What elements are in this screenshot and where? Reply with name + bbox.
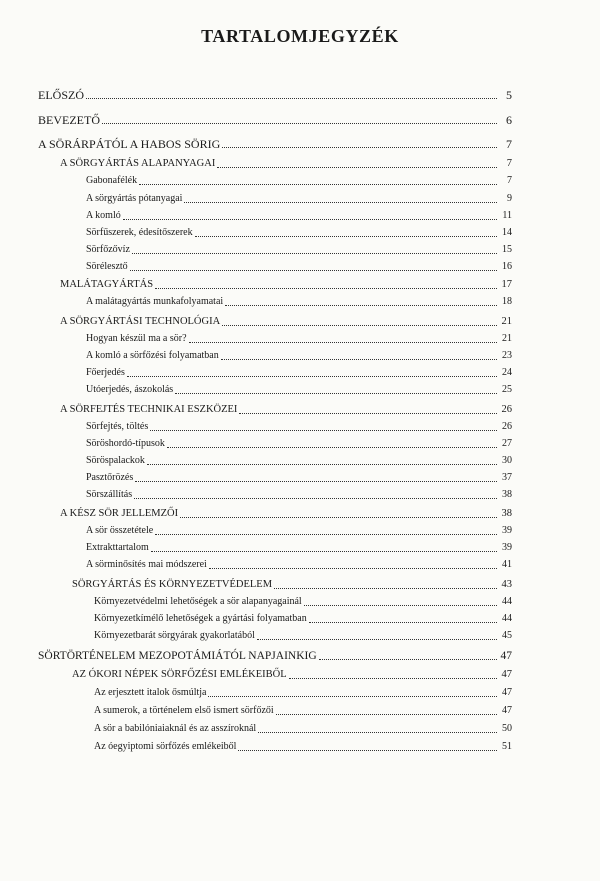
toc-entry — [60, 404, 512, 416]
toc-entry — [86, 384, 512, 396]
leader-dots — [127, 376, 497, 377]
toc-entry-text: A sörminősítés mai módszerei — [86, 559, 207, 570]
toc-entry — [86, 350, 512, 362]
toc-entry-text: Az óegyiptomi sörfőzés emlékeiből — [94, 741, 237, 752]
leader-dots — [147, 464, 497, 465]
toc-entry-page: 30 — [502, 455, 512, 466]
leader-dots — [155, 288, 497, 289]
toc-entry — [86, 210, 512, 222]
toc-entry-page: 25 — [502, 384, 512, 395]
toc-entry-text: Környezetvédelmi lehetőségek a sör alapanyagainál — [94, 596, 302, 607]
leader-dots — [139, 184, 497, 185]
toc-entry-page: 16 — [502, 261, 512, 272]
leader-dots — [209, 568, 497, 569]
toc-entry — [86, 193, 512, 205]
leader-dots — [257, 639, 497, 640]
toc-entry-page: 24 — [502, 367, 512, 378]
toc-entry-text: Az erjesztett italok ősmúltja — [94, 687, 207, 698]
leader-dots — [195, 236, 497, 237]
toc-entry — [86, 296, 512, 308]
leader-dots — [150, 430, 497, 431]
toc-entry-text: Hogyan készül ma a sör? — [86, 333, 187, 344]
toc-entry — [86, 489, 512, 501]
toc-entry — [94, 630, 512, 642]
leader-dots — [221, 359, 497, 360]
toc-entry-page: 51 — [502, 741, 512, 752]
toc-entry-text: Környezetkímélő lehetőségek a gyártási folyamatban — [94, 613, 307, 624]
toc-entry-text: A sör összetétele — [86, 525, 154, 536]
leader-dots — [175, 393, 497, 394]
toc-entry-page: 47 — [502, 705, 512, 716]
leader-dots — [102, 123, 497, 124]
leader-dots — [222, 147, 497, 148]
toc-entry — [72, 579, 512, 591]
toc-entry-text: SÖRGYÁRTÁS ÉS KÖRNYEZETVÉDELEM — [72, 579, 273, 590]
toc-entry — [86, 421, 512, 433]
toc-entry-page: 5 — [506, 88, 512, 102]
toc-entry-text: ELŐSZÓ — [38, 88, 84, 102]
toc-entry-page: 38 — [502, 489, 512, 500]
toc-entry — [94, 741, 512, 753]
toc-entry — [72, 669, 512, 681]
leader-dots — [276, 714, 497, 715]
leader-dots — [132, 253, 497, 254]
toc-entry-text: Sörfőzővíz — [86, 244, 130, 255]
leader-dots — [86, 98, 497, 99]
toc-entry — [86, 472, 512, 484]
leader-dots — [189, 342, 497, 343]
toc-entry — [86, 367, 512, 379]
leader-dots — [289, 678, 497, 679]
toc-entry-text: MALÁTAGYÁRTÁS — [60, 279, 154, 290]
toc-entry-page: 45 — [502, 630, 512, 641]
toc-entry-page: 18 — [502, 296, 512, 307]
toc-entry — [60, 158, 512, 170]
toc-entry-page: 27 — [502, 438, 512, 449]
leader-dots — [239, 413, 497, 414]
leader-dots — [258, 732, 497, 733]
leader-dots — [155, 534, 497, 535]
toc-entry-text: Sörszállítás — [86, 489, 133, 500]
toc-entry-text: Sörélesztő — [86, 261, 128, 272]
toc-entry — [94, 687, 512, 699]
toc-entry — [86, 175, 512, 187]
toc-entry-text: A sör a babilóniaiaknál és az asszíroknál — [94, 723, 257, 734]
toc-entry — [94, 613, 512, 625]
toc-entry-text: Söröspalackok — [86, 455, 145, 466]
toc-entry-page: 37 — [502, 472, 512, 483]
leader-dots — [222, 325, 497, 326]
toc-entry-text: Gabonafélék — [86, 175, 138, 186]
toc-entry-text: A SÖRFEJTÉS TECHNIKAI ESZKÖZEI — [60, 404, 238, 415]
toc-entry-page: 50 — [502, 723, 512, 734]
leader-dots — [217, 167, 497, 168]
toc-entry — [86, 333, 512, 345]
toc-entry — [94, 705, 512, 717]
toc-entry — [38, 89, 512, 101]
toc-entry — [38, 650, 512, 662]
toc-entry — [60, 279, 512, 291]
leader-dots — [304, 605, 497, 606]
toc-entry-text: Söröshordó-típusok — [86, 438, 165, 449]
toc-entry — [86, 261, 512, 273]
toc-entry-page: 7 — [507, 175, 512, 186]
toc-entry-page: 9 — [507, 193, 512, 204]
toc-entry — [86, 438, 512, 450]
toc-entry — [86, 244, 512, 256]
leader-dots — [309, 622, 497, 623]
toc-entry-page: 7 — [506, 158, 512, 169]
leader-dots — [167, 447, 497, 448]
toc-entry-page: 21 — [501, 316, 512, 327]
leader-dots — [184, 202, 497, 203]
toc-entry-page: 7 — [506, 137, 512, 151]
leader-dots — [238, 750, 497, 751]
toc-entry — [86, 525, 512, 537]
toc-entry-page: 21 — [502, 333, 512, 344]
toc-entry — [86, 542, 512, 554]
toc-entry-page: 41 — [502, 559, 512, 570]
toc-entry-text: A SÖRGYÁRTÁSI TECHNOLÓGIA — [60, 316, 221, 327]
toc-entry-text: A sörgyártás pótanyagai — [86, 193, 183, 204]
leader-dots — [180, 517, 497, 518]
toc-entry — [38, 114, 512, 126]
toc-entry — [86, 227, 512, 239]
toc-entry-text: A komló — [86, 210, 121, 221]
page-title: TARTALOMJEGYZÉK — [201, 26, 399, 46]
toc-entry-page: 26 — [501, 404, 512, 415]
leader-dots — [208, 696, 497, 697]
toc-entry-text: SÖRTÖRTÉNELEM MEZOPOTÁMIÁTÓL NAPJAINKIG — [38, 650, 317, 662]
toc-entry-text: Környezetbarát sörgyárak gyakorlatából — [94, 630, 255, 641]
toc-entry-page: 47 — [501, 669, 512, 680]
leader-dots — [274, 588, 497, 589]
toc-entry-page: 38 — [501, 508, 512, 519]
toc-entry-page: 26 — [502, 421, 512, 432]
toc-entry-page: 17 — [501, 279, 512, 290]
leader-dots — [134, 498, 497, 499]
leader-dots — [123, 219, 497, 220]
toc-entry — [86, 455, 512, 467]
toc-entry-text: A SÖRÁRPÁTÓL A HABOS SÖRIG — [38, 137, 221, 151]
toc-entry-page: 11 — [502, 210, 512, 221]
toc-entry-text: Sörfejtés, töltés — [86, 421, 149, 432]
leader-dots — [225, 305, 497, 306]
toc-entry-text: Pasztőrözés — [86, 472, 134, 483]
leader-dots — [130, 270, 497, 271]
toc-entry-text: Utóerjedés, ászokolás — [86, 384, 174, 395]
toc-entry-page: 39 — [502, 525, 512, 536]
toc-entry-text: A sumerok, a történelem első ismert sörfőzői — [94, 705, 274, 716]
toc-entry — [86, 559, 512, 571]
toc-entry-page: 39 — [502, 542, 512, 553]
leader-dots — [319, 659, 497, 660]
leader-dots — [135, 481, 497, 482]
toc-entry-text: Sörfűszerek, édesítőszerek — [86, 227, 193, 238]
toc-entry-page: 6 — [506, 113, 512, 127]
toc-entry-page: 14 — [502, 227, 512, 238]
toc-entry-page: 43 — [501, 579, 512, 590]
toc-entry-page: 23 — [502, 350, 512, 361]
toc-entry-page: 15 — [502, 244, 512, 255]
toc-entry-page: 47 — [502, 687, 512, 698]
toc-entry-text: A SÖRGYÁRTÁS ALAPANYAGAI — [60, 158, 216, 169]
toc-entry-text: BEVEZETŐ — [38, 113, 100, 127]
toc-entry-page: 44 — [502, 613, 512, 624]
toc-entry-text: A komló a sörfőzési folyamatban — [86, 350, 219, 361]
toc-entry-text: A malátagyártás munkafolyamatai — [86, 296, 224, 307]
toc-entry-text: AZ ÓKORI NÉPEK SÖRFŐZÉSI EMLÉKEIBŐL — [72, 669, 287, 680]
toc-entry — [94, 723, 512, 735]
toc-entry-text: Extrakttartalom — [86, 542, 149, 553]
toc-entry — [38, 138, 512, 150]
toc-entry-page: 47 — [500, 650, 512, 662]
toc-entry — [60, 316, 512, 328]
toc-entry-text: Főerjedés — [86, 367, 125, 378]
toc-entry — [60, 508, 512, 520]
leader-dots — [151, 551, 497, 552]
toc-entry-text: A KÉSZ SÖR JELLEMZŐI — [60, 508, 179, 519]
toc-entry — [94, 596, 512, 608]
toc-entry-page: 44 — [502, 596, 512, 607]
